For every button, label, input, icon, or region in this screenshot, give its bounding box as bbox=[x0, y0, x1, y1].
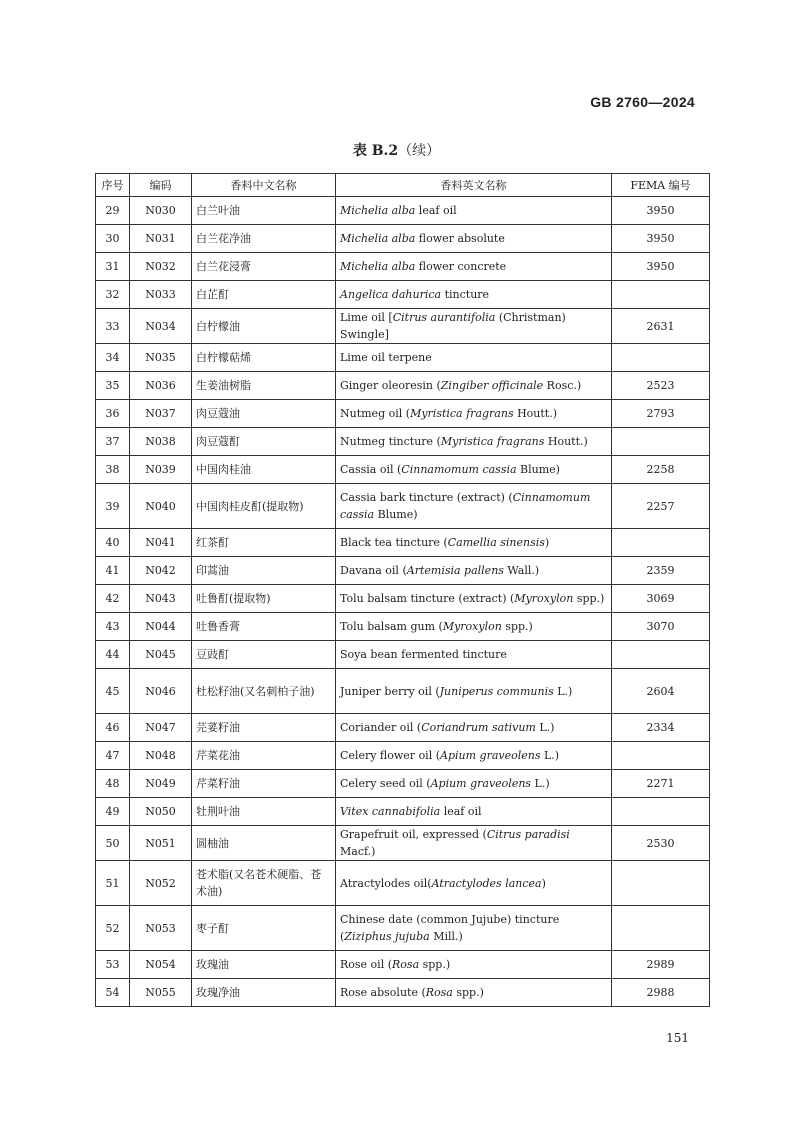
cell-seq: 45 bbox=[96, 669, 130, 714]
cell-chinese-name: 豆豉酊 bbox=[192, 641, 336, 669]
name-text: Blume) bbox=[374, 508, 418, 521]
cell-english-name bbox=[336, 951, 612, 979]
name-text: spp.) bbox=[419, 958, 451, 971]
table-row bbox=[96, 484, 710, 529]
cell-english-name bbox=[336, 344, 612, 372]
cell-seq: 34 bbox=[96, 344, 130, 372]
cell-seq: 39 bbox=[96, 484, 130, 529]
name-text: Soya bean fermented tincture bbox=[340, 648, 507, 661]
cell-seq: 50 bbox=[96, 826, 130, 861]
name-text: Celery seed oil ( bbox=[340, 777, 431, 790]
scientific-name: Cinnamomum cassia bbox=[401, 463, 517, 476]
cell-chinese-name: 吐鲁酊(提取物) bbox=[192, 585, 336, 613]
cell-code: N054 bbox=[130, 951, 192, 979]
scientific-name: Michelia alba bbox=[340, 204, 416, 217]
cell-seq: 47 bbox=[96, 742, 130, 770]
cell-english-name bbox=[336, 669, 612, 714]
name-text: leaf oil bbox=[415, 204, 457, 217]
table-row bbox=[96, 197, 710, 225]
name-text: Tolu balsam tincture (extract) ( bbox=[340, 592, 515, 605]
table-row bbox=[96, 826, 710, 861]
cell-english-name bbox=[336, 309, 612, 344]
scientific-name: Michelia alba bbox=[340, 260, 416, 273]
cell-chinese-name: 肉豆蔻油 bbox=[192, 400, 336, 428]
table-continued-label: （续） bbox=[398, 143, 441, 159]
cell-chinese-name: 白芷酊 bbox=[192, 281, 336, 309]
table-row bbox=[96, 861, 710, 906]
cell-seq: 33 bbox=[96, 309, 130, 344]
cell-english-name bbox=[336, 456, 612, 484]
name-text: Atractylodes oil( bbox=[340, 876, 432, 890]
table-row bbox=[96, 529, 710, 557]
cell-chinese-name: 白兰叶油 bbox=[192, 197, 336, 225]
scientific-name: Juniperus communis bbox=[439, 684, 554, 698]
cell-english-name bbox=[336, 197, 612, 225]
cell-code: N031 bbox=[130, 225, 192, 253]
table-row bbox=[96, 253, 710, 281]
cell-code: N046 bbox=[130, 669, 192, 714]
cell-chinese-name: 芫荽籽油 bbox=[192, 714, 336, 742]
cell-english-name bbox=[336, 798, 612, 826]
cell-chinese-name: 玫瑰油 bbox=[192, 951, 336, 979]
name-text: Black tea tincture ( bbox=[340, 536, 448, 549]
cell-seq: 35 bbox=[96, 372, 130, 400]
cell-fema: 2523 bbox=[612, 372, 710, 400]
table-row bbox=[96, 714, 710, 742]
cell-english-name bbox=[336, 585, 612, 613]
table-title bbox=[0, 140, 793, 160]
table-row bbox=[96, 372, 710, 400]
cell-seq: 41 bbox=[96, 557, 130, 585]
cell-english-name bbox=[336, 906, 612, 951]
name-text: Nutmeg oil ( bbox=[340, 407, 411, 420]
cell-seq: 42 bbox=[96, 585, 130, 613]
cell-code: N048 bbox=[130, 742, 192, 770]
cell-code: N050 bbox=[130, 798, 192, 826]
scientific-name: Citrus aurantifolia bbox=[392, 311, 496, 324]
table-row bbox=[96, 906, 710, 951]
cell-fema bbox=[612, 529, 710, 557]
cell-seq: 43 bbox=[96, 613, 130, 641]
name-text: spp.) bbox=[573, 592, 605, 605]
name-text: ) bbox=[541, 876, 546, 890]
cell-fema bbox=[612, 344, 710, 372]
cell-seq: 49 bbox=[96, 798, 130, 826]
column-header-chinese-name: 香料中文名称 bbox=[192, 174, 336, 197]
cell-code: N042 bbox=[130, 557, 192, 585]
cell-chinese-name: 芹菜籽油 bbox=[192, 770, 336, 798]
scientific-name: Zingiber officinale bbox=[440, 379, 544, 392]
cell-chinese-name: 红茶酊 bbox=[192, 529, 336, 557]
name-text: (Christman) Swingle] bbox=[340, 311, 566, 341]
cell-chinese-name: 杜松籽油(又名刺柏子油) bbox=[192, 669, 336, 714]
cell-chinese-name: 牡荆叶油 bbox=[192, 798, 336, 826]
cell-code: N036 bbox=[130, 372, 192, 400]
cell-fema: 2793 bbox=[612, 400, 710, 428]
name-text: spp.) bbox=[452, 986, 484, 999]
cell-english-name bbox=[336, 557, 612, 585]
name-text: Houtt.) bbox=[544, 435, 588, 448]
table-row bbox=[96, 585, 710, 613]
cell-fema bbox=[612, 428, 710, 456]
cell-chinese-name: 圆柚油 bbox=[192, 826, 336, 861]
scientific-name: Ziziphus jujuba bbox=[344, 930, 430, 943]
scientific-name: Myroxylon bbox=[514, 592, 574, 605]
cell-fema: 2530 bbox=[612, 826, 710, 861]
name-text: Rose absolute ( bbox=[340, 986, 426, 999]
name-text: Celery flower oil ( bbox=[340, 749, 441, 762]
cell-seq: 46 bbox=[96, 714, 130, 742]
scientific-name: Apium graveolens bbox=[430, 777, 532, 790]
scientific-name: Rosa bbox=[392, 958, 420, 971]
cell-fema: 2359 bbox=[612, 557, 710, 585]
cell-fema: 2604 bbox=[612, 669, 710, 714]
name-text: Tolu balsam gum ( bbox=[340, 620, 443, 633]
page-number: 151 bbox=[666, 1031, 689, 1045]
cell-seq: 53 bbox=[96, 951, 130, 979]
table-row bbox=[96, 281, 710, 309]
table-row bbox=[96, 400, 710, 428]
cell-code: N051 bbox=[130, 826, 192, 861]
cell-code: N038 bbox=[130, 428, 192, 456]
name-text: ) bbox=[544, 536, 550, 549]
name-text: Wall.) bbox=[503, 564, 540, 577]
name-text: L.) bbox=[540, 749, 560, 762]
cell-english-name bbox=[336, 613, 612, 641]
cell-fema bbox=[612, 798, 710, 826]
name-text: Lime oil terpene bbox=[340, 351, 432, 364]
table-header-row bbox=[96, 174, 710, 197]
cell-seq: 51 bbox=[96, 861, 130, 906]
cell-fema bbox=[612, 906, 710, 951]
cell-code: N030 bbox=[130, 197, 192, 225]
cell-seq: 30 bbox=[96, 225, 130, 253]
scientific-name: Artemisia pallens bbox=[406, 564, 504, 577]
cell-english-name bbox=[336, 770, 612, 798]
cell-fema bbox=[612, 641, 710, 669]
cell-fema: 3950 bbox=[612, 225, 710, 253]
table-row bbox=[96, 798, 710, 826]
cell-code: N039 bbox=[130, 456, 192, 484]
name-text: Lime oil [ bbox=[340, 311, 393, 324]
cell-fema: 3069 bbox=[612, 585, 710, 613]
scientific-name: Cinnamomum cassia bbox=[340, 491, 591, 521]
scientific-name: Myristica fragrans bbox=[410, 407, 514, 420]
cell-code: N043 bbox=[130, 585, 192, 613]
table-row bbox=[96, 613, 710, 641]
cell-seq: 36 bbox=[96, 400, 130, 428]
cell-fema bbox=[612, 742, 710, 770]
cell-chinese-name: 芹菜花油 bbox=[192, 742, 336, 770]
cell-chinese-name: 枣子酊 bbox=[192, 906, 336, 951]
name-text: L.) bbox=[553, 684, 573, 698]
table-row bbox=[96, 951, 710, 979]
cell-code: N045 bbox=[130, 641, 192, 669]
cell-fema bbox=[612, 281, 710, 309]
cell-english-name bbox=[336, 225, 612, 253]
cell-english-name bbox=[336, 641, 612, 669]
table-row bbox=[96, 770, 710, 798]
scientific-name: Angelica dahurica bbox=[340, 288, 442, 301]
cell-fema: 3950 bbox=[612, 253, 710, 281]
cell-chinese-name: 白兰花净油 bbox=[192, 225, 336, 253]
scientific-name: Coriandrum sativum bbox=[421, 721, 536, 734]
cell-english-name bbox=[336, 484, 612, 529]
cell-seq: 44 bbox=[96, 641, 130, 669]
cell-seq: 31 bbox=[96, 253, 130, 281]
cell-code: N047 bbox=[130, 714, 192, 742]
cell-fema: 3070 bbox=[612, 613, 710, 641]
cell-chinese-name: 白柠檬油 bbox=[192, 309, 336, 344]
cell-code: N049 bbox=[130, 770, 192, 798]
name-text: Ginger oleoresin ( bbox=[340, 379, 441, 392]
name-text: Macf.) bbox=[340, 845, 376, 858]
name-text: Chinese date (common Jujube) tincture ( bbox=[340, 913, 560, 943]
name-text: Juniper berry oil ( bbox=[340, 684, 440, 698]
cell-fema: 2271 bbox=[612, 770, 710, 798]
cell-code: N033 bbox=[130, 281, 192, 309]
cell-code: N037 bbox=[130, 400, 192, 428]
name-text: Davana oil ( bbox=[340, 564, 407, 577]
scientific-name: Myristica fragrans bbox=[440, 435, 545, 448]
name-text: L.) bbox=[531, 777, 550, 790]
table-body bbox=[96, 197, 710, 1007]
scientific-name: Vitex cannabifolia bbox=[340, 805, 441, 818]
cell-fema: 3950 bbox=[612, 197, 710, 225]
column-header-english-name: 香料英文名称 bbox=[336, 174, 612, 197]
cell-chinese-name: 中国肉桂皮酊(提取物) bbox=[192, 484, 336, 529]
scientific-name: Rosa bbox=[425, 986, 453, 999]
name-text: Houtt.) bbox=[513, 407, 558, 420]
cell-english-name bbox=[336, 826, 612, 861]
name-text: tincture bbox=[441, 288, 490, 301]
cell-seq: 48 bbox=[96, 770, 130, 798]
cell-chinese-name: 白兰花浸膏 bbox=[192, 253, 336, 281]
table-row bbox=[96, 641, 710, 669]
cell-english-name bbox=[336, 529, 612, 557]
cell-english-name bbox=[336, 861, 612, 906]
cell-code: N044 bbox=[130, 613, 192, 641]
cell-chinese-name: 苍术脂(又名苍术硬脂、苍术油) bbox=[192, 861, 336, 906]
name-text: L.) bbox=[535, 721, 555, 734]
cell-chinese-name: 玫瑰净油 bbox=[192, 979, 336, 1007]
cell-english-name bbox=[336, 400, 612, 428]
name-text: Coriander oil ( bbox=[340, 721, 422, 734]
table-row bbox=[96, 456, 710, 484]
cell-seq: 37 bbox=[96, 428, 130, 456]
scientific-name: Apium graveolens bbox=[440, 749, 541, 762]
cell-seq: 32 bbox=[96, 281, 130, 309]
scientific-name: Citrus paradisi bbox=[486, 828, 570, 841]
cell-fema: 2258 bbox=[612, 456, 710, 484]
cell-code: N032 bbox=[130, 253, 192, 281]
table-row bbox=[96, 979, 710, 1007]
standard-code: GB 2760—2024 bbox=[590, 94, 695, 110]
name-text: flower absolute bbox=[415, 232, 505, 245]
cell-fema: 2257 bbox=[612, 484, 710, 529]
cell-code: N053 bbox=[130, 906, 192, 951]
name-text: Mill.) bbox=[429, 930, 463, 943]
table-row bbox=[96, 309, 710, 344]
cell-fema bbox=[612, 861, 710, 906]
cell-fema: 2988 bbox=[612, 979, 710, 1007]
cell-code: N040 bbox=[130, 484, 192, 529]
cell-chinese-name: 中国肉桂油 bbox=[192, 456, 336, 484]
table-row bbox=[96, 557, 710, 585]
cell-seq: 38 bbox=[96, 456, 130, 484]
cell-english-name bbox=[336, 979, 612, 1007]
cell-english-name bbox=[336, 742, 612, 770]
column-header-fema: FEMA 编号 bbox=[612, 174, 710, 197]
name-text: Cassia bark tincture (extract) ( bbox=[340, 491, 513, 504]
scientific-name: Camellia sinensis bbox=[447, 536, 545, 549]
scientific-name: Michelia alba bbox=[340, 232, 416, 245]
table-row bbox=[96, 669, 710, 714]
name-text: Grapefruit oil, expressed ( bbox=[340, 828, 487, 841]
cell-english-name bbox=[336, 428, 612, 456]
table-row bbox=[96, 344, 710, 372]
scientific-name: Myroxylon bbox=[442, 620, 502, 633]
flavor-table bbox=[95, 173, 710, 1007]
cell-code: N041 bbox=[130, 529, 192, 557]
name-text: spp.) bbox=[501, 620, 533, 633]
name-text: leaf oil bbox=[440, 805, 482, 818]
table-row bbox=[96, 742, 710, 770]
cell-chinese-name: 印蒿油 bbox=[192, 557, 336, 585]
cell-code: N055 bbox=[130, 979, 192, 1007]
cell-code: N035 bbox=[130, 344, 192, 372]
name-text: Cassia oil ( bbox=[340, 463, 402, 476]
cell-fema: 2334 bbox=[612, 714, 710, 742]
name-text: Blume) bbox=[516, 463, 560, 476]
cell-seq: 54 bbox=[96, 979, 130, 1007]
cell-english-name bbox=[336, 372, 612, 400]
column-header-code: 编码 bbox=[130, 174, 192, 197]
cell-fema: 2631 bbox=[612, 309, 710, 344]
cell-seq: 40 bbox=[96, 529, 130, 557]
name-text: flower concrete bbox=[415, 260, 507, 273]
column-header-seq: 序号 bbox=[96, 174, 130, 197]
table-row bbox=[96, 225, 710, 253]
cell-chinese-name: 白柠檬萜烯 bbox=[192, 344, 336, 372]
cell-seq: 52 bbox=[96, 906, 130, 951]
cell-seq: 29 bbox=[96, 197, 130, 225]
name-text: Rose oil ( bbox=[340, 958, 393, 971]
cell-code: N034 bbox=[130, 309, 192, 344]
name-text: Nutmeg tincture ( bbox=[340, 435, 441, 448]
cell-english-name bbox=[336, 714, 612, 742]
cell-chinese-name: 吐鲁香膏 bbox=[192, 613, 336, 641]
cell-chinese-name: 肉豆蔻酊 bbox=[192, 428, 336, 456]
table-row bbox=[96, 428, 710, 456]
cell-fema: 2989 bbox=[612, 951, 710, 979]
cell-english-name bbox=[336, 281, 612, 309]
cell-chinese-name: 生姜油树脂 bbox=[192, 372, 336, 400]
name-text: Rosc.) bbox=[543, 379, 582, 392]
cell-code: N052 bbox=[130, 861, 192, 906]
table-title-label: 表 B.2 bbox=[352, 143, 399, 159]
scientific-name: Atractylodes lancea bbox=[431, 876, 542, 890]
cell-english-name bbox=[336, 253, 612, 281]
